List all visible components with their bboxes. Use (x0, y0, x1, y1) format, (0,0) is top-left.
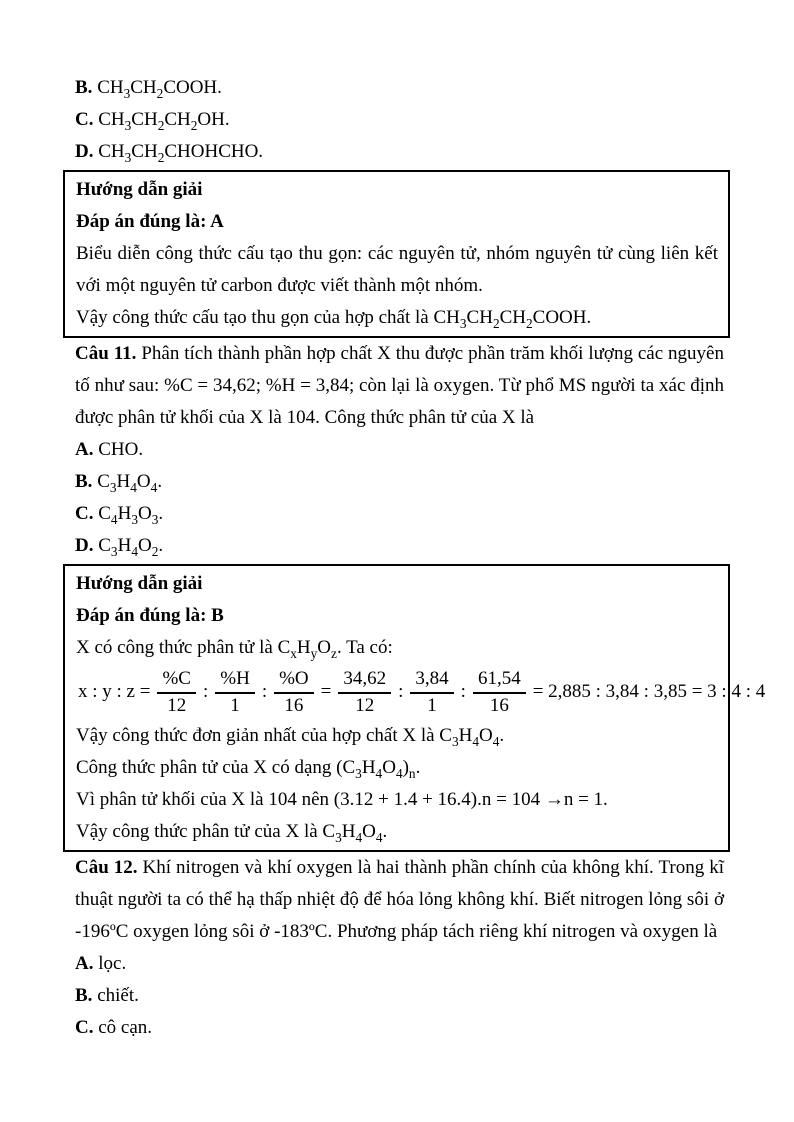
fraction: $\frac{\%O}{16}$ (274, 667, 314, 718)
page-content (63, 72, 766, 1044)
q10-option-c: C. $CH_3CH_2CH_2OH$. (75, 109, 230, 133)
q10-option-d: D. $CH_3CH_2CHOHCHO$. (75, 141, 264, 165)
q10-option-b: B. $CH_3CH_2COOH$. (75, 77, 222, 101)
equation-text: : (261, 681, 268, 702)
q11-option-c: C. $C_4H_3O_3$. (75, 503, 164, 527)
q11-option-a: A. CHO. (75, 439, 144, 460)
equation-text: : (398, 681, 404, 702)
solution-line: Công thức phân tử của X có dạng $(C_3H_4O_4)_n$. (76, 757, 421, 781)
solution-line: Vì phân tử khối của X là 104 nên (3.12 + 1.4 + 16.4).n = 104 →n = 1. (76, 789, 608, 810)
q11-stem: Câu 11. Phân tích thành phần hợp chất X thu được phần trăm khối lượng các nguyên tố như sau: %C = 34,62; %H = 3,84; còn lại là oxygen. Từ phổ MS người ta xác định được phân tử khối của X là 104. Công thức phân tử của X là (75, 343, 724, 428)
solution-conclusion: Vậy công thức cấu tạo thu gọn của hợp chất là $CH_3CH_2CH_2COOH$. (76, 307, 592, 331)
solution-box-q10 (63, 170, 730, 338)
ratio-equation (76, 664, 766, 720)
fraction: $\frac{61,54}{16}$ (473, 667, 526, 718)
equation-text: : (202, 681, 209, 702)
q12-stem: Câu 12. Khí nitrogen và khí oxygen là hai thành phần chính của không khí. Trong kĩ thuật người ta có thể hạ thấp nhiệt độ để hóa lỏng không khí. Biết nitrogen lỏng sôi ở -196ºC oxygen lỏng sôi ở -183ºC. Phương pháp tách riêng khí nitrogen và oxygen là (75, 857, 724, 942)
equation-text: : (460, 681, 466, 702)
solution-box-q11 (63, 564, 766, 852)
solution-line: Vậy công thức phân tử của X là $C_3H_4O_4$. (76, 821, 388, 845)
q11-option-b: B. $C_3H_4O_4$. (75, 471, 163, 495)
q12-option-c: C. cô cạn. (75, 1017, 153, 1038)
solution-title: Hướng dẫn giải (76, 179, 203, 200)
solution-intro: X có công thức phân tử là $C_xH_yO_z$. Ta có: (76, 637, 393, 661)
fraction: $\frac{\%H}{1}$ (215, 667, 255, 718)
answer-line: Đáp án đúng là: A (76, 211, 224, 232)
fraction: $\frac{34,62}{12}$ (338, 667, 391, 718)
solution-line: Vậy công thức đơn giản nhất của hợp chất X là $C_3H_4O_4$. (76, 725, 505, 749)
equation-text: x : y : z = (78, 681, 151, 702)
solution-body: Biểu diễn công thức cấu tạo thu gọn: các nguyên tử, nhóm nguyên tử cùng liên kết với một nguyên tử carbon được viết thành một nhóm. (76, 243, 718, 296)
q12-option-b: B. chiết. (75, 985, 139, 1006)
q11-option-d: D. $C_3H_4O_2$. (75, 535, 164, 559)
q12-option-a: A. lọc. (75, 953, 127, 974)
equation-text: = (320, 681, 332, 702)
answer-line: Đáp án đúng là: B (76, 605, 224, 626)
fraction: $\frac{3,84}{1}$ (410, 667, 453, 718)
equation-text: = 2,885 : 3,84 : 3,85 = 3 : 4 : 4 (532, 681, 766, 702)
fraction: $\frac{\%C}{12}$ (157, 667, 196, 718)
solution-title: Hướng dẫn giải (76, 573, 203, 594)
